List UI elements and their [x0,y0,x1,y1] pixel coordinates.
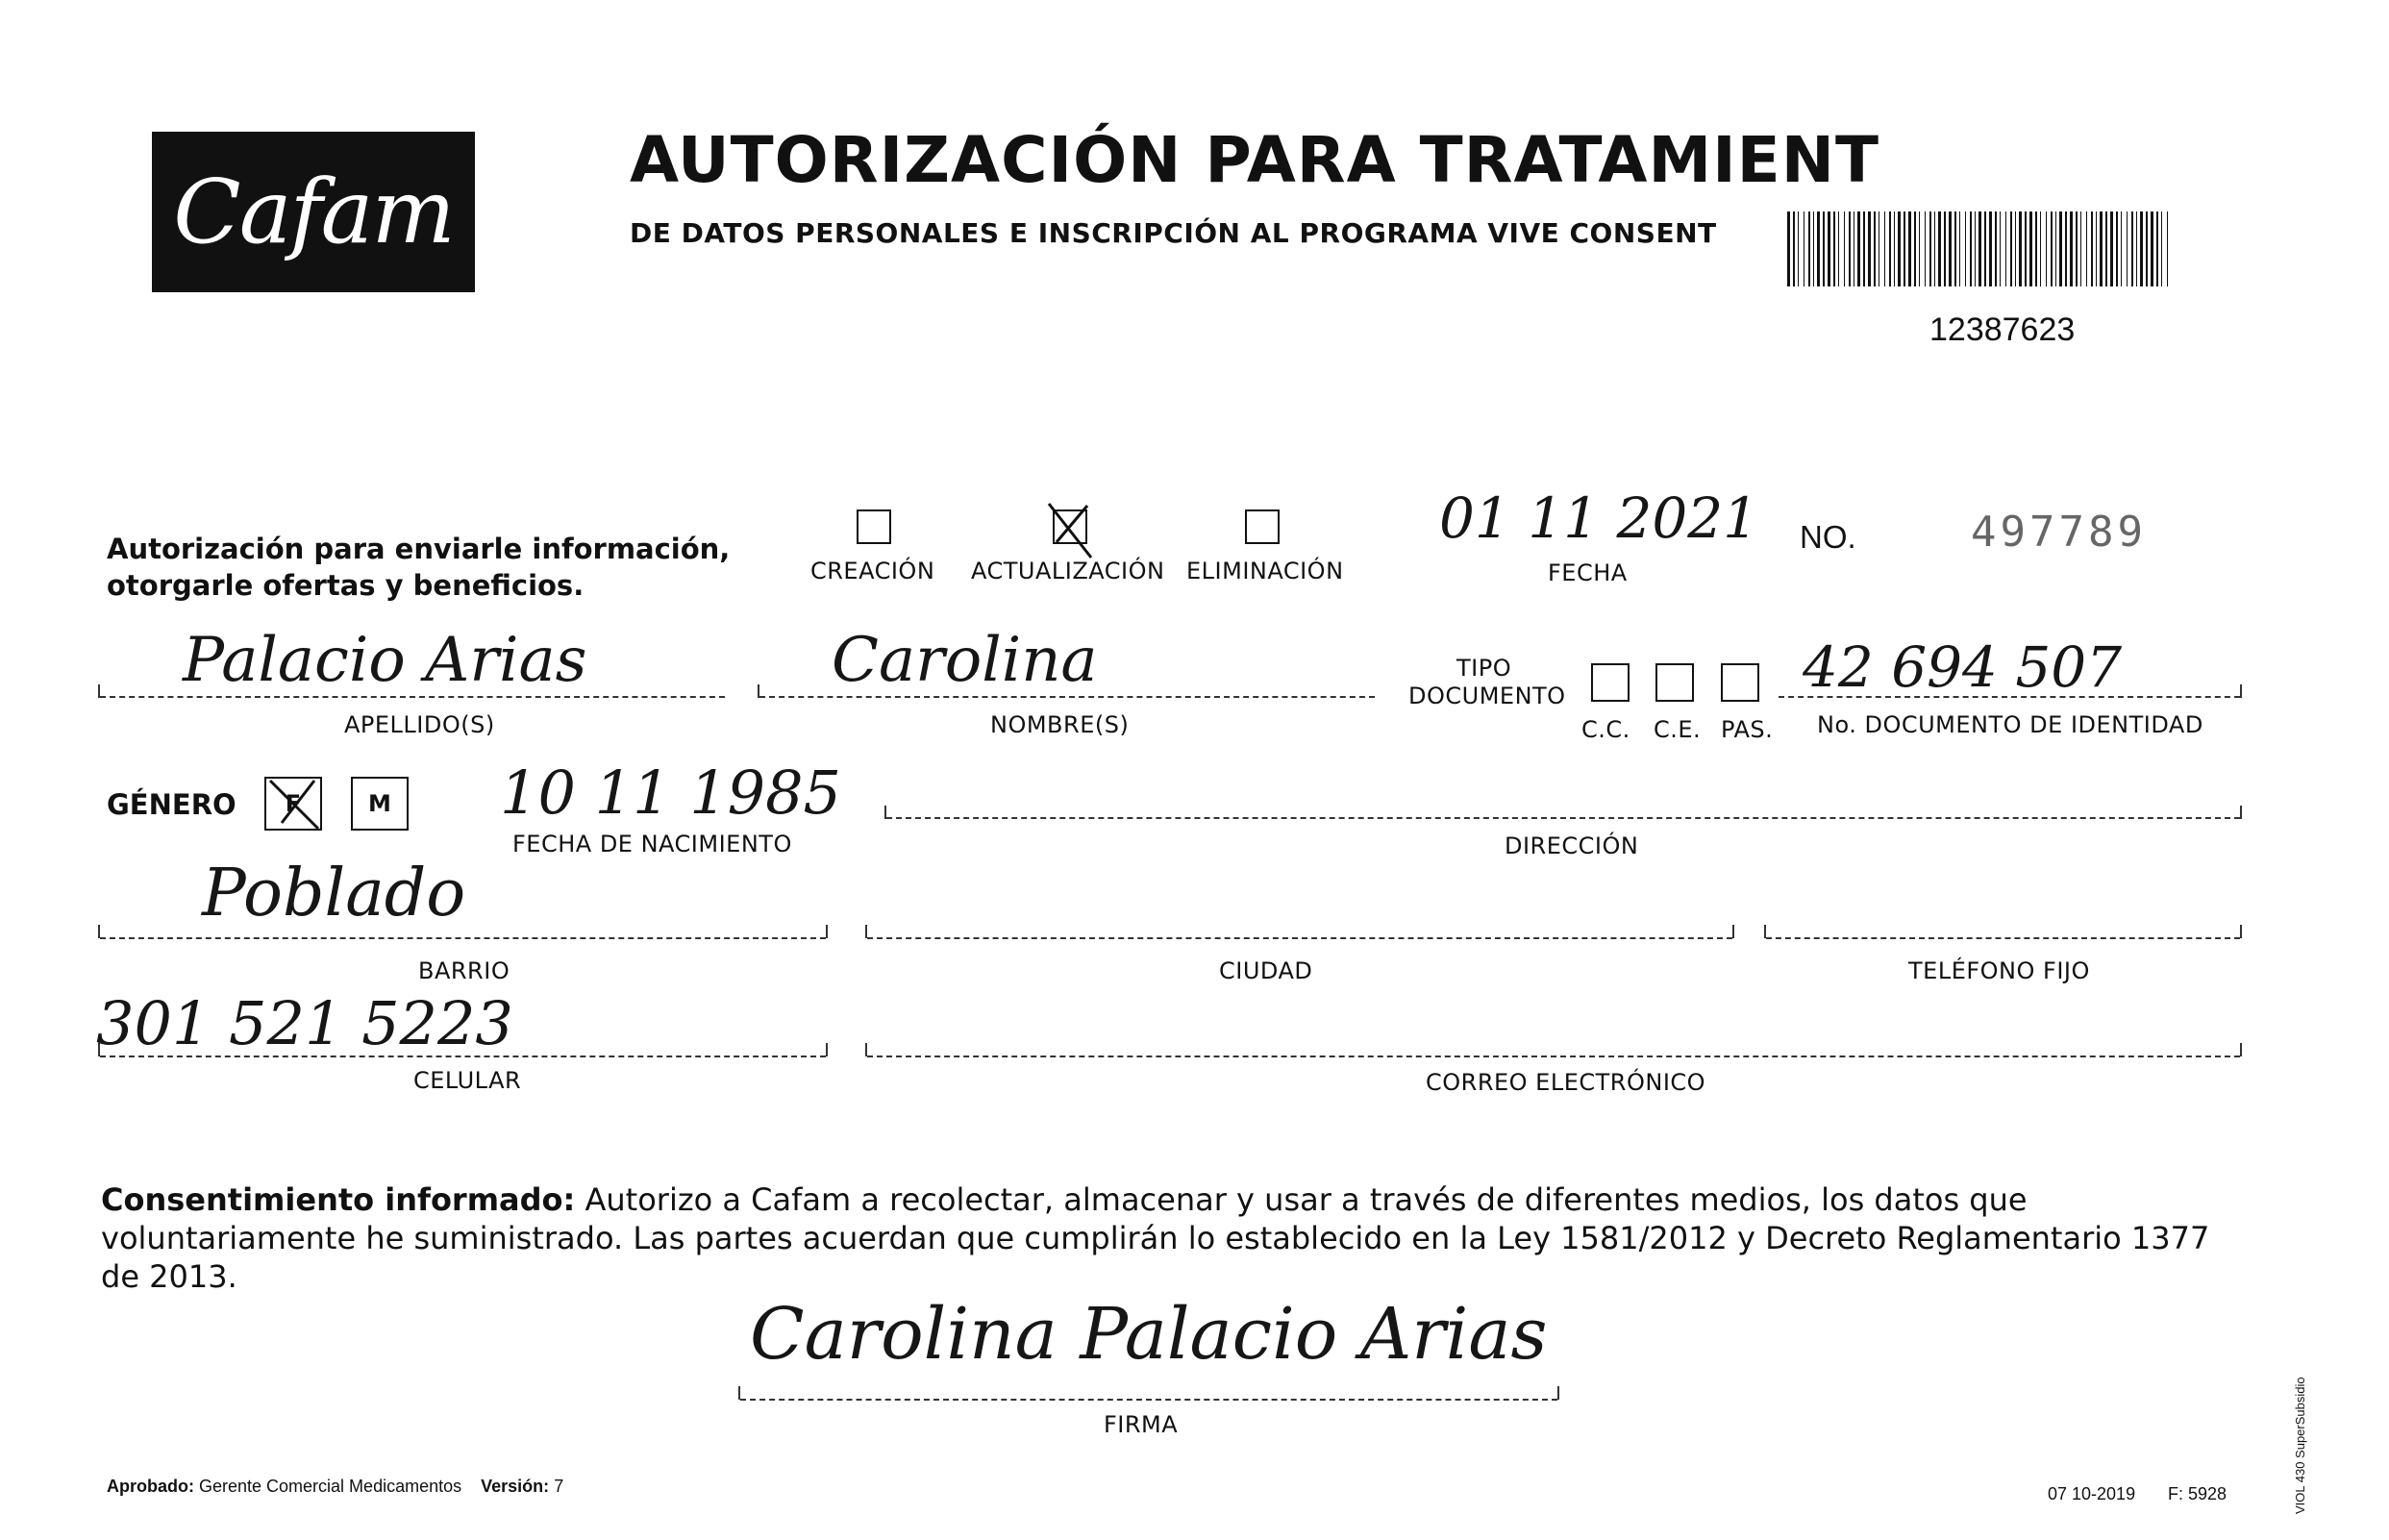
cafam-logo: Cafam [152,132,475,292]
barcode-bar [1925,211,1926,286]
barcode-bar [1787,211,1790,286]
consent-paragraph [101,1180,2235,1296]
version-value: 7 [554,1477,564,1496]
actualizacion-checkbox[interactable] [1053,509,1087,544]
pas-label: PAS. [1721,716,1774,743]
nacimiento-label: FECHA DE NACIMIENTO [512,831,792,857]
intro-line-1: Autorización para enviarle información, [107,533,731,565]
correo-label: CORREO ELECTRÓNICO [1426,1069,1706,1096]
aprobado-value: Gerente Comercial Medicamentos [199,1477,462,1496]
barcode-bar [1904,211,1905,286]
firma-label: FIRMA [1104,1411,1179,1438]
genero-m-label: M [368,790,391,817]
creacion-label: CREACIÓN [810,558,935,584]
genero-f-label: F [285,790,302,817]
genero-label: GÉNERO [107,788,236,821]
barcode-bar [1954,211,1956,286]
barcode-bar [2051,211,2053,286]
firma-value[interactable]: Carolina Palacio Arias [750,1293,1548,1376]
barcode-bar [1823,211,1825,286]
barcode-bar [2059,211,2062,286]
barcode-bar [2086,211,2087,286]
firma-tick-right [1557,1386,1559,1400]
form-title: AUTORIZACIÓN PARA TRATAMIENT [630,123,1880,197]
apellido-label: APELLIDO(S) [344,711,495,738]
barcode-bar [1914,211,1916,286]
intro-line-2: otorgarle ofertas y beneficios. [107,569,585,602]
telefono-label: TELÉFONO FIJO [1908,957,2090,984]
check-mark-icon [264,777,322,831]
telefono-line [1766,937,2240,939]
cc-label: C.C. [1581,716,1630,743]
barcode-bar [2121,211,2122,286]
barcode-bar [1970,211,1972,286]
correo-line [867,1056,2240,1057]
barcode-bar [2136,211,2137,286]
barcode-bar [2151,211,2153,286]
barcode-bar [1989,211,1992,286]
barcode-bar [2029,211,2032,286]
direccion-line [886,817,2240,819]
barcode-bar [2065,211,2067,286]
firma-line [740,1399,1557,1401]
barcode-bar [1984,211,1986,286]
eliminacion-label: ELIMINACIÓN [1186,558,1344,584]
serial-number: 12387623 [1929,311,2076,348]
barcode-bar [1965,211,1966,286]
documento-value[interactable]: 42 694 507 [1803,634,2123,700]
barcode-bar [1844,211,1845,286]
barcode-bar [1929,211,1931,286]
nombre-line [759,696,1375,698]
barcode-bar [1938,211,1941,286]
barcode-bar [1944,211,1946,286]
barcode-bar [1813,211,1814,286]
apellido-line [100,696,725,698]
telefono-tick [1764,925,1766,938]
ciudad-label: CIUDAD [1219,957,1313,984]
barcode-bar [2167,211,2168,286]
barcode-bar [2116,211,2118,286]
barcode-bar [1838,211,1839,286]
eliminacion-checkbox[interactable] [1245,509,1280,544]
nombre-value[interactable]: Carolina [832,625,1098,696]
documento-id-label: No. DOCUMENTO DE IDENTIDAD [1817,711,2203,738]
barcode-bar [1849,211,1851,286]
barcode-bar [1898,211,1901,286]
creacion-checkbox[interactable] [857,509,891,544]
barcode-bar [1798,211,1799,286]
nombre-label: NOMBRE(S) [990,711,1130,738]
telefono-tick-right [2240,925,2242,938]
barcode-bar [2105,211,2107,286]
vertical-text: VIOL 430 SuperSubsidio [2293,1377,2307,1514]
barcode-bar [1894,211,1895,286]
barcode-bar [1975,211,1976,286]
barcode-bar [1995,211,1997,286]
barcode-bar [1949,211,1952,286]
ciudad-line [867,937,1732,939]
barcode-bar [2076,211,2078,286]
barcode-bar [2110,211,2113,286]
cc-checkbox[interactable] [1591,663,1630,702]
barcode-bar [2140,211,2143,286]
check-mark-icon [1049,504,1083,538]
barrio-value[interactable]: Poblado [202,856,466,931]
barcode-bar [2010,211,2012,286]
barcode-bar [1793,211,1795,286]
vertical-print-mark [2293,1293,2308,1514]
barcode-bar [1868,211,1871,286]
nacimiento-value[interactable]: 10 11 1985 [500,758,841,828]
barcode-bar [2040,211,2041,286]
barcode-bar [2161,211,2162,286]
form-subtitle: DE DATOS PERSONALES E INSCRIPCIÓN AL PROGRAMA VIVE CONSENT [630,217,1717,249]
numero-value: 497789 [1971,508,2147,557]
ciudad-tick [865,925,867,938]
intro-text [107,531,730,604]
footer-approval [107,1477,563,1497]
ciudad-tick-right [1732,925,1734,938]
numero-label: NO. [1800,519,1856,555]
correo-tick [865,1043,867,1056]
barcode-bar [1978,211,1981,286]
barcode-bar [2127,211,2128,286]
barcode-bar [1874,211,1876,286]
barcode-bar [2080,211,2081,286]
barrio-line [100,937,826,939]
barcode-bar [1884,211,1885,286]
consent-body: Autorizo a Cafam a recolectar, almacenar y usar a través de diferentes medios, los datos que voluntariamente he suministrado. Las partes acuerdan que cumplirán lo establecido en la Ley 1581/2012 y Decreto Reglamentario 1377 de 2013. [101,1181,2210,1295]
barcode-bar [2035,211,2037,286]
celular-value[interactable]: 301 521 5223 [96,988,513,1058]
fecha-label: FECHA [1548,559,1628,586]
direccion-tick-right [2240,806,2242,819]
barcode-bar [2046,211,2047,286]
barcode-bar [1889,211,1891,286]
barcode-bar [2015,211,2016,286]
barrio-label: BARRIO [418,957,510,984]
fecha-value[interactable]: 01 11 2021 [1439,485,1759,551]
direccion-label: DIRECCIÓN [1505,832,1639,859]
ce-label: C.E. [1654,716,1702,743]
barcode-bar [1817,211,1820,286]
documento-label: DOCUMENTO [1408,683,1566,709]
barrio-tick [98,925,100,938]
celular-tick-right [826,1043,828,1056]
celular-label: CELULAR [413,1067,522,1094]
barcode-bar [1959,211,1960,286]
barcode-bar [2096,211,2097,286]
barcode-bar [1828,211,1830,286]
aprobado-label: Aprobado: [107,1477,194,1496]
barcode-bar [1934,211,1935,286]
version-label: Versión: [481,1477,550,1496]
barcode [1787,211,2172,286]
documento-tick [2240,684,2242,698]
apellido-value[interactable]: Palacio Arias [183,625,587,696]
barcode-bar [1863,211,1865,286]
barcode-bar [2131,211,2133,286]
barcode-bar [1857,211,1860,286]
pas-checkbox[interactable] [1721,663,1759,702]
actualizacion-label: ACTUALIZACIÓN [971,558,1165,584]
barcode-bar [2005,211,2006,286]
barrio-tick-right [826,925,828,938]
firma-tick-left [738,1386,740,1400]
barcode-bar [1808,211,1810,286]
barcode-bar [1908,211,1911,286]
barcode-bar [2156,211,2158,286]
ce-checkbox[interactable] [1655,663,1694,702]
tipo-label: TIPO [1456,655,1512,682]
barcode-bar [2146,211,2148,286]
barcode-bar [1919,211,1920,286]
genero-f-checkbox[interactable] [264,777,322,831]
barcode-bar [2100,211,2103,286]
f-code: F: 5928 [2168,1484,2227,1503]
barcode-bar [2025,211,2027,286]
barcode-bar [1833,211,1835,286]
correo-tick-right [2240,1043,2242,1056]
barcode-bar [2019,211,2022,286]
barcode-bar [2000,211,2001,286]
barcode-bar [2055,211,2056,286]
barcode-bar [2070,211,2073,286]
genero-m-checkbox[interactable] [351,777,409,831]
barcode-bar [2091,211,2093,286]
date-code: 07 10-2019 [2048,1484,2136,1503]
consent-heading: Consentimiento informado: [101,1181,576,1218]
